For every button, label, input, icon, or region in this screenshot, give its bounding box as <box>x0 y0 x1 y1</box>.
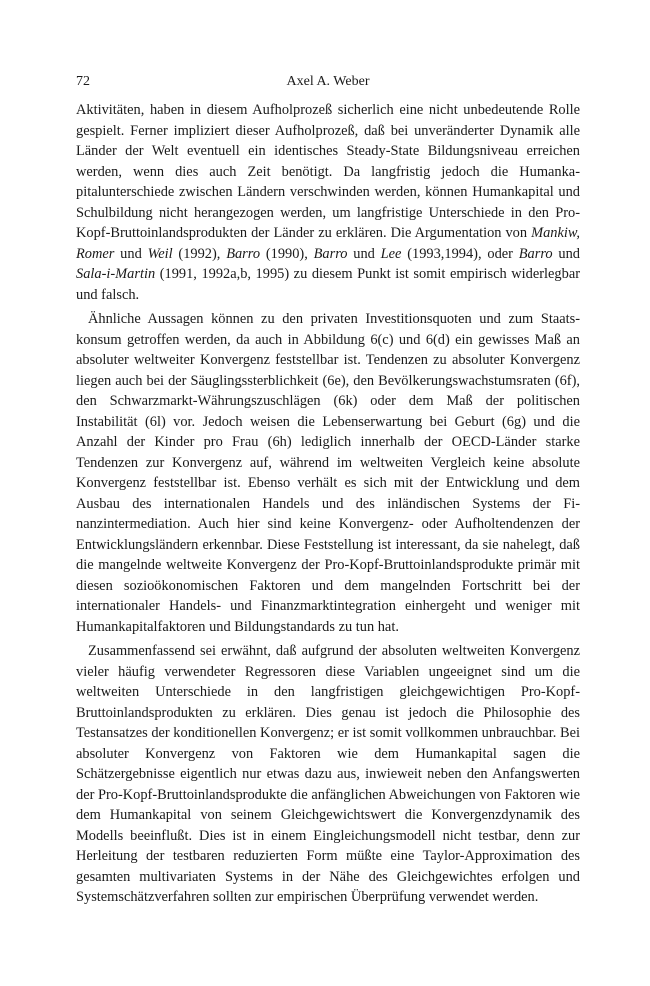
paragraph-1 <box>76 100 580 305</box>
paragraph-text: und <box>114 245 148 262</box>
author-citation: Barro <box>518 245 553 262</box>
author-citation: Lee <box>380 245 402 262</box>
paragraph-text: (1991, 1992a,b, 1995) zu diesem Punkt ist somit empirisch widerlegbar und falsch. <box>76 266 580 303</box>
author-citation: Mankiw, Romer <box>76 225 580 262</box>
paragraph-text: Zusammenfassend sei erwähnt, daß aufgrund der absoluten weltweiten Konvergenz vieler häufig verwendeter Regressoren diese Variablen ungeeignet sind um die weltweiten Unterschiede in den langfristigen gleichgewichtigen Pro-Kopf-Bruttoinlandsprodukten zu erklären. Dies genau ist jedoch die Philosophie des Testansatzes der konditionellen Konvergenz; er ist somit vollkommen unbrauchbar. Bei absoluter Konvergenz von Faktoren wie dem Humankapital sagen die Schätzergebnisse eigentlich nur etwas dazu aus, inwieweit neben den Anfangswerten der Pro-Kopf-Bruttoinlandsprodukte die anfänglichen Abweichungen von Faktoren wie dem Humankapital von seinem Gleichgewichtswert die Konvergenzdynamik des Modells beeinflußt. Dies ist in einem Eingleichungsmodell nicht testbar, denn zur Herleitung der testbaren reduzierten Form müßte eine Taylor-Approximation des gesamten multivariaten Systems in der Nähe des Gleichgewichtes erfolgen und Systemschätzverfahren sollten zur empirischen Überprüfung verwendet werden. <box>76 643 580 905</box>
author-citation: Barro <box>313 245 348 262</box>
author-citation: Weil <box>147 245 173 262</box>
paragraph-text: Ähnliche Aussagen können zu den privaten Investitionsquoten und zum Staatskonsum getroffen werden, da auch in Abbildung 6(c) und 6(d) ein gewisses Maß an absoluter weltweiter Konvergenz feststellbar ist. Tendenzen zu absoluter Konvergenz liegen auch bei der Säuglingssterblichkeit (6e), den Bevölkerungswachstumsraten (6f), den Schwarzmarkt-Währungszuschlägen (6k) oder dem Maß der politischen Instabilität (6l) vor. Jedoch weisen die Lebenserwartung bei Geburt (6g) und die Anzahl der Kinder pro Frau (6h) lediglich innerhalb der OECD-Länder starke Tendenzen zur Konvergenz auf, während im weltweiten Vergleich keine absolute Konvergenz feststellbar ist. Ebenso verhält es sich mit der Entwicklung und dem Ausbau des internationalen Handels und des inländischen Systems der Finanzintermediation. Auch hier sind keine Konvergenz- oder Aufholtendenzen der Entwicklungsländern erkennbar. Diese Feststellung ist interessant, da sie nahelegt, daß die mangelnde weltweite Konvergenz der Pro-Kopf-Bruttoinlandsprodukte primär mit diesen sozioökonomischen Faktoren und dem mangelnden Fortschritt bei der internationaler Handels- und Finanzmarktintegration einhergeht und weniger mit Humankapitalfaktoren und Bildungstandards zu tun hat. <box>76 311 580 635</box>
paragraph-2 <box>76 309 580 637</box>
paragraph-text: (1993,1994), oder <box>401 245 519 262</box>
running-header-author: Axel A. Weber <box>286 74 370 89</box>
body-text <box>76 100 580 908</box>
book-page <box>76 70 580 912</box>
running-header <box>76 70 580 94</box>
paragraph-text: und <box>552 245 580 262</box>
paragraph-text: (1992), <box>172 245 227 262</box>
paragraph-3 <box>76 641 580 908</box>
author-citation: Barro <box>226 245 261 262</box>
paragraph-text: Aktivitäten, haben in diesem Aufholprozeß sicherlich eine nicht unbedeutende Rolle gespielt. Ferner impliziert dieser Aufholprozeß, daß bei unveränderter Dynamik alle Länder der Welt eventuell ein identisches Steady-State Bildungsniveau erreichen werden, wenn dies auch Zeit benötigt. Da langfristig jedoch die Humankapitalunterschiede zwischen Ländern verschwinden werden, können Humankapital und Schulbildung nicht herangezogen werden, um langfristige Unterschiede in den Pro-Kopf-Bruttoinlandsprodukten der Länder zu erklären. Die Argumentation von <box>76 102 580 241</box>
page-number: 72 <box>76 74 90 89</box>
author-citation: Sala-i-Martin <box>76 266 156 282</box>
paragraph-text: und <box>347 245 381 262</box>
paragraph-text: (1990), <box>260 245 314 262</box>
